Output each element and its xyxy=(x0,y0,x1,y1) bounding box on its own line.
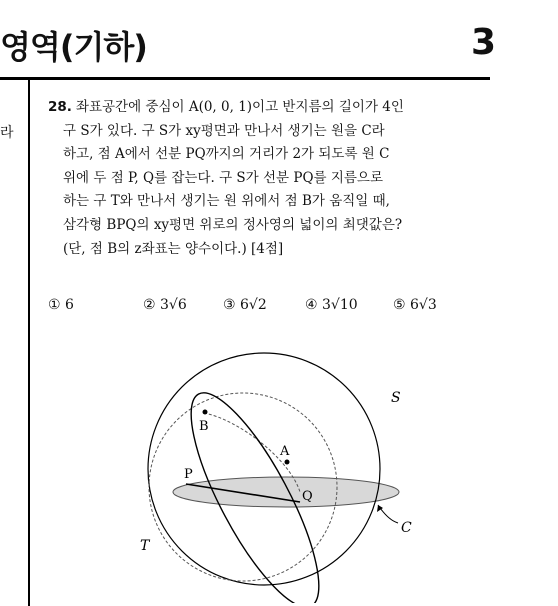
column-divider xyxy=(28,80,30,606)
label-b: B xyxy=(199,419,209,434)
label-a: A xyxy=(280,444,290,459)
left-column-fragment: 라 xyxy=(0,125,14,141)
choice-3[interactable]: ③ 6√2 xyxy=(223,297,267,313)
point-b xyxy=(203,410,208,415)
section-title: 영역(기하) xyxy=(0,28,147,66)
problem-28 xyxy=(48,96,480,261)
label-c: C xyxy=(401,520,412,536)
label-p: P xyxy=(184,467,193,482)
sphere-s-outline xyxy=(148,353,380,585)
choice-2[interactable]: ② 3√6 xyxy=(143,297,187,313)
circle-c-shading xyxy=(173,477,399,507)
problem-line: 위에 두 점 P, Q를 잡는다. 구 S가 선분 PQ를 지름으로 xyxy=(63,169,384,186)
point-a xyxy=(285,460,290,465)
page-number: 3 xyxy=(470,22,496,63)
problem-line: 하는 구 T와 만나서 생기는 원 위에서 점 B가 움직일 때, xyxy=(63,193,390,210)
header-rule xyxy=(0,77,490,80)
problem-line: 하고, 점 A에서 선분 PQ까지의 거리가 2가 되도록 원 C xyxy=(63,146,390,163)
choice-1[interactable]: ① 6 xyxy=(48,297,74,313)
problem-line: 좌표공간에 중심이 A(0, 0, 1)이고 반지름의 길이가 4인 xyxy=(75,99,404,115)
label-q: Q xyxy=(302,489,313,504)
problem-line: 삼각형 BPQ의 xy평면 위로의 정사영의 넓이의 최댓값은? xyxy=(63,216,403,233)
choice-5[interactable]: ⑤ 6√3 xyxy=(393,297,437,313)
problem-number: 28. xyxy=(48,99,72,115)
answer-choices xyxy=(48,297,488,313)
sphere-figure xyxy=(130,345,430,603)
choice-4[interactable]: ④ 3√10 xyxy=(305,297,358,313)
problem-line: (단, 점 B의 z좌표는 양수이다.) [4점] xyxy=(63,240,284,257)
label-t: T xyxy=(140,538,150,554)
problem-line: 구 S가 있다. 구 S가 xy평면과 만나서 생기는 원을 C라 xyxy=(63,122,385,139)
label-s: S xyxy=(391,390,401,406)
